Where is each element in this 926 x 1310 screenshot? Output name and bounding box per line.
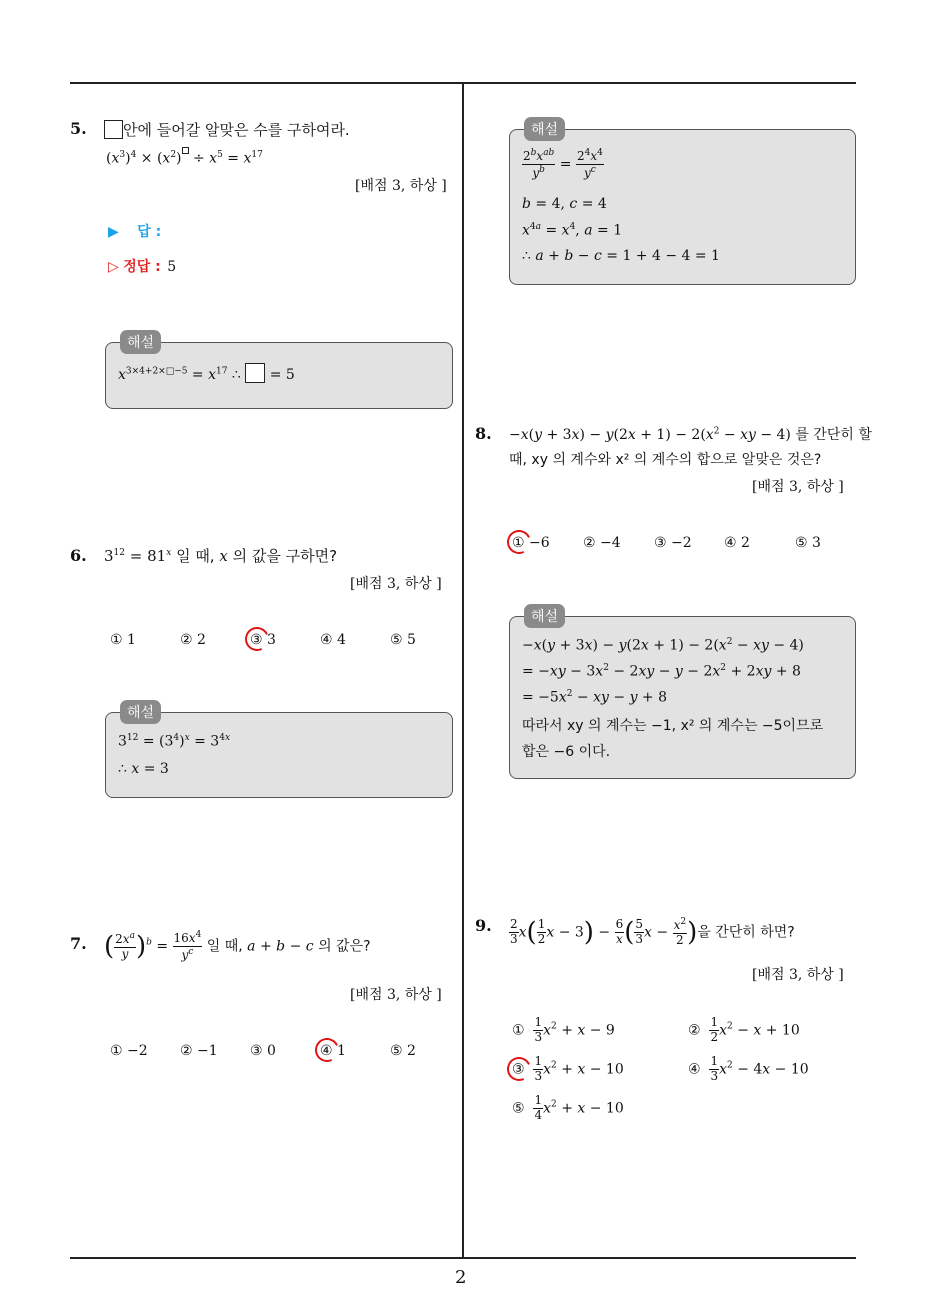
q6-explanation-box (105, 705, 453, 798)
outline-arrow-icon: ▷ (108, 259, 119, 275)
q6-meta: [배점 3, 하상 ] (350, 576, 442, 592)
q8-number: 8. (475, 424, 492, 443)
q8-meta: [배점 3, 하상 ] (752, 479, 844, 495)
q6-prompt: $3^{12} = 81^x$ 일 때, x 의 값을 구하면? (104, 547, 338, 565)
blank-box-icon (104, 120, 123, 139)
q5-prompt: 안에 들어갈 알맞은 수를 구하여라. (104, 119, 350, 140)
q7-explanation-line2: b = 4, c = 4 (522, 196, 607, 212)
q8-choice-3[interactable]: ③ −2 (654, 535, 692, 551)
column-divider (462, 82, 464, 1258)
q8-choice-4[interactable]: ④ 2 (724, 535, 750, 551)
q8-prompt-line2: 때, xy 의 계수와 x² 의 계수의 합으로 알맞은 것은? (509, 452, 822, 468)
q6-explanation-tag: 해설 (120, 700, 161, 724)
q9-prompt: $\frac{2}{3}$ x( $\frac{1}{2}$ x − 3) − $\frac{6}{x}$ ( $\frac{5}{3}$ x − $\frac{x^2}{2}$ )을 간단히 하면? (510, 917, 795, 948)
q8-choice-2[interactable]: ② −4 (583, 535, 621, 551)
q9-choice-5[interactable]: ⑤ $\frac{1}{4}$ $x^2 + x - 10$ (512, 1093, 624, 1122)
q7-explanation-box (509, 122, 856, 285)
q5-number: 5. (70, 119, 87, 138)
q5-explanation-tag: 해설 (120, 330, 161, 354)
q7-explanation-line3: $x^{4a} = x^4$, a = 1 (522, 222, 623, 239)
q8-explanation-box (509, 609, 856, 779)
q7-choice-1[interactable]: ① −2 (110, 1043, 148, 1059)
q8-explanation-line2: = $-xy - 3x^2 - 2xy - y - 2x^2 + 2xy + 8$ (522, 663, 801, 680)
bottom-rule (70, 1257, 856, 1259)
q7-choice-4[interactable]: ④ 1 (320, 1043, 346, 1059)
q7-choice-3[interactable]: ③ 0 (250, 1043, 276, 1059)
q6-explanation-line2: ∴ x = 3 (118, 761, 169, 777)
q6-choice-4[interactable]: ④ 4 (320, 632, 346, 648)
q8-explanation-line3: = $-5x^2$ − xy − y + 8 (522, 689, 668, 706)
q6-choice-2[interactable]: ② 2 (180, 632, 206, 648)
page-number: 2 (455, 1267, 467, 1288)
q6-selected-mark-icon (242, 624, 273, 655)
q9-meta: [배점 3, 하상 ] (752, 967, 844, 983)
q7-explanation-line1: $\frac{2^bx^{ab}}{y^b}$ = $\frac{2^4x^4}{y^c}$ (523, 148, 603, 180)
q8-choice-5[interactable]: ⑤ 3 (795, 535, 821, 551)
q7-choice-2[interactable]: ② −1 (180, 1043, 218, 1059)
q6-choice-3[interactable]: ③ 3 (250, 632, 276, 648)
q5-equation: $(x^3)^4 \times (x^2) \div x^5 = x^{17}$ (106, 147, 263, 167)
q7-choice-5[interactable]: ⑤ 2 (390, 1043, 416, 1059)
q8-prompt-line1: $-x(y + 3x) - y(2x + 1) - 2(x^2$ − xy − 4) 를 간단히 할 (509, 426, 872, 443)
q8-explanation-tag: 해설 (524, 604, 565, 628)
q5-correct-row (108, 256, 176, 276)
q8-choice-1[interactable]: ① −6 (512, 535, 550, 551)
q8-explanation-line1: $-x(y + 3x) - y(2x + 1) - 2(x^2$ − xy − 4) (522, 637, 804, 654)
q6-choice-5[interactable]: ⑤ 5 (390, 632, 416, 648)
q6-number: 6. (70, 546, 87, 565)
q7-meta: [배점 3, 하상 ] (350, 987, 442, 1003)
q9-choice-3[interactable]: ③ $\frac{1}{3}$ $x^2 + x - 10$ (512, 1054, 624, 1083)
q7-selected-mark-icon (312, 1035, 343, 1066)
q6-choice-1[interactable]: ① 1 (110, 632, 136, 648)
q5-explanation-line: $x^{3\times 4+2\times□-5} = x^{17}$ ∴ = 5 (118, 363, 295, 383)
q9-choice-2[interactable]: ② $\frac{1}{2}$ $x^2 - x + 10$ (688, 1015, 800, 1044)
q6-explanation-line1: $3^{12} = (3^4)^x = 3^{4x}$ (118, 733, 231, 750)
q7-explanation-line4: ∴ a + b − c = 1 + 4 − 4 = 1 (522, 248, 720, 264)
q8-explanation-line5: 합은 −6 이다. (522, 744, 611, 760)
q7-explanation-tag: 해설 (524, 117, 565, 141)
q5-explanation-box (105, 335, 453, 409)
q9-number: 9. (475, 916, 492, 935)
q5-answer-row (108, 221, 161, 241)
q5-correct-value: 5 (167, 259, 177, 275)
play-arrow-icon: ▶ (108, 224, 119, 240)
q5-answer-label: 답 : (137, 224, 162, 240)
q5-meta: [배점 3, 하상 ] (355, 178, 447, 194)
q7-number: 7. (70, 934, 87, 953)
q7-prompt: ( $\frac{2x^a}{y}$ )$^b$ = $\frac{16x^4}{y^c}$ 일 때, a + b − c 의 값은? (104, 930, 371, 962)
q8-selected-mark-icon (504, 527, 535, 558)
q9-choice-1[interactable]: ① $\frac{1}{3}$ $x^2 + x - 9$ (512, 1015, 615, 1044)
q8-explanation-line4: 따라서 xy 의 계수는 −1, x² 의 계수는 −5이므로 (522, 718, 824, 734)
q5-correct-label: 정답 : (123, 259, 161, 275)
q9-choice-4[interactable]: ④ $\frac{1}{3}$ $x^2 - 4x - 10$ (688, 1054, 809, 1083)
